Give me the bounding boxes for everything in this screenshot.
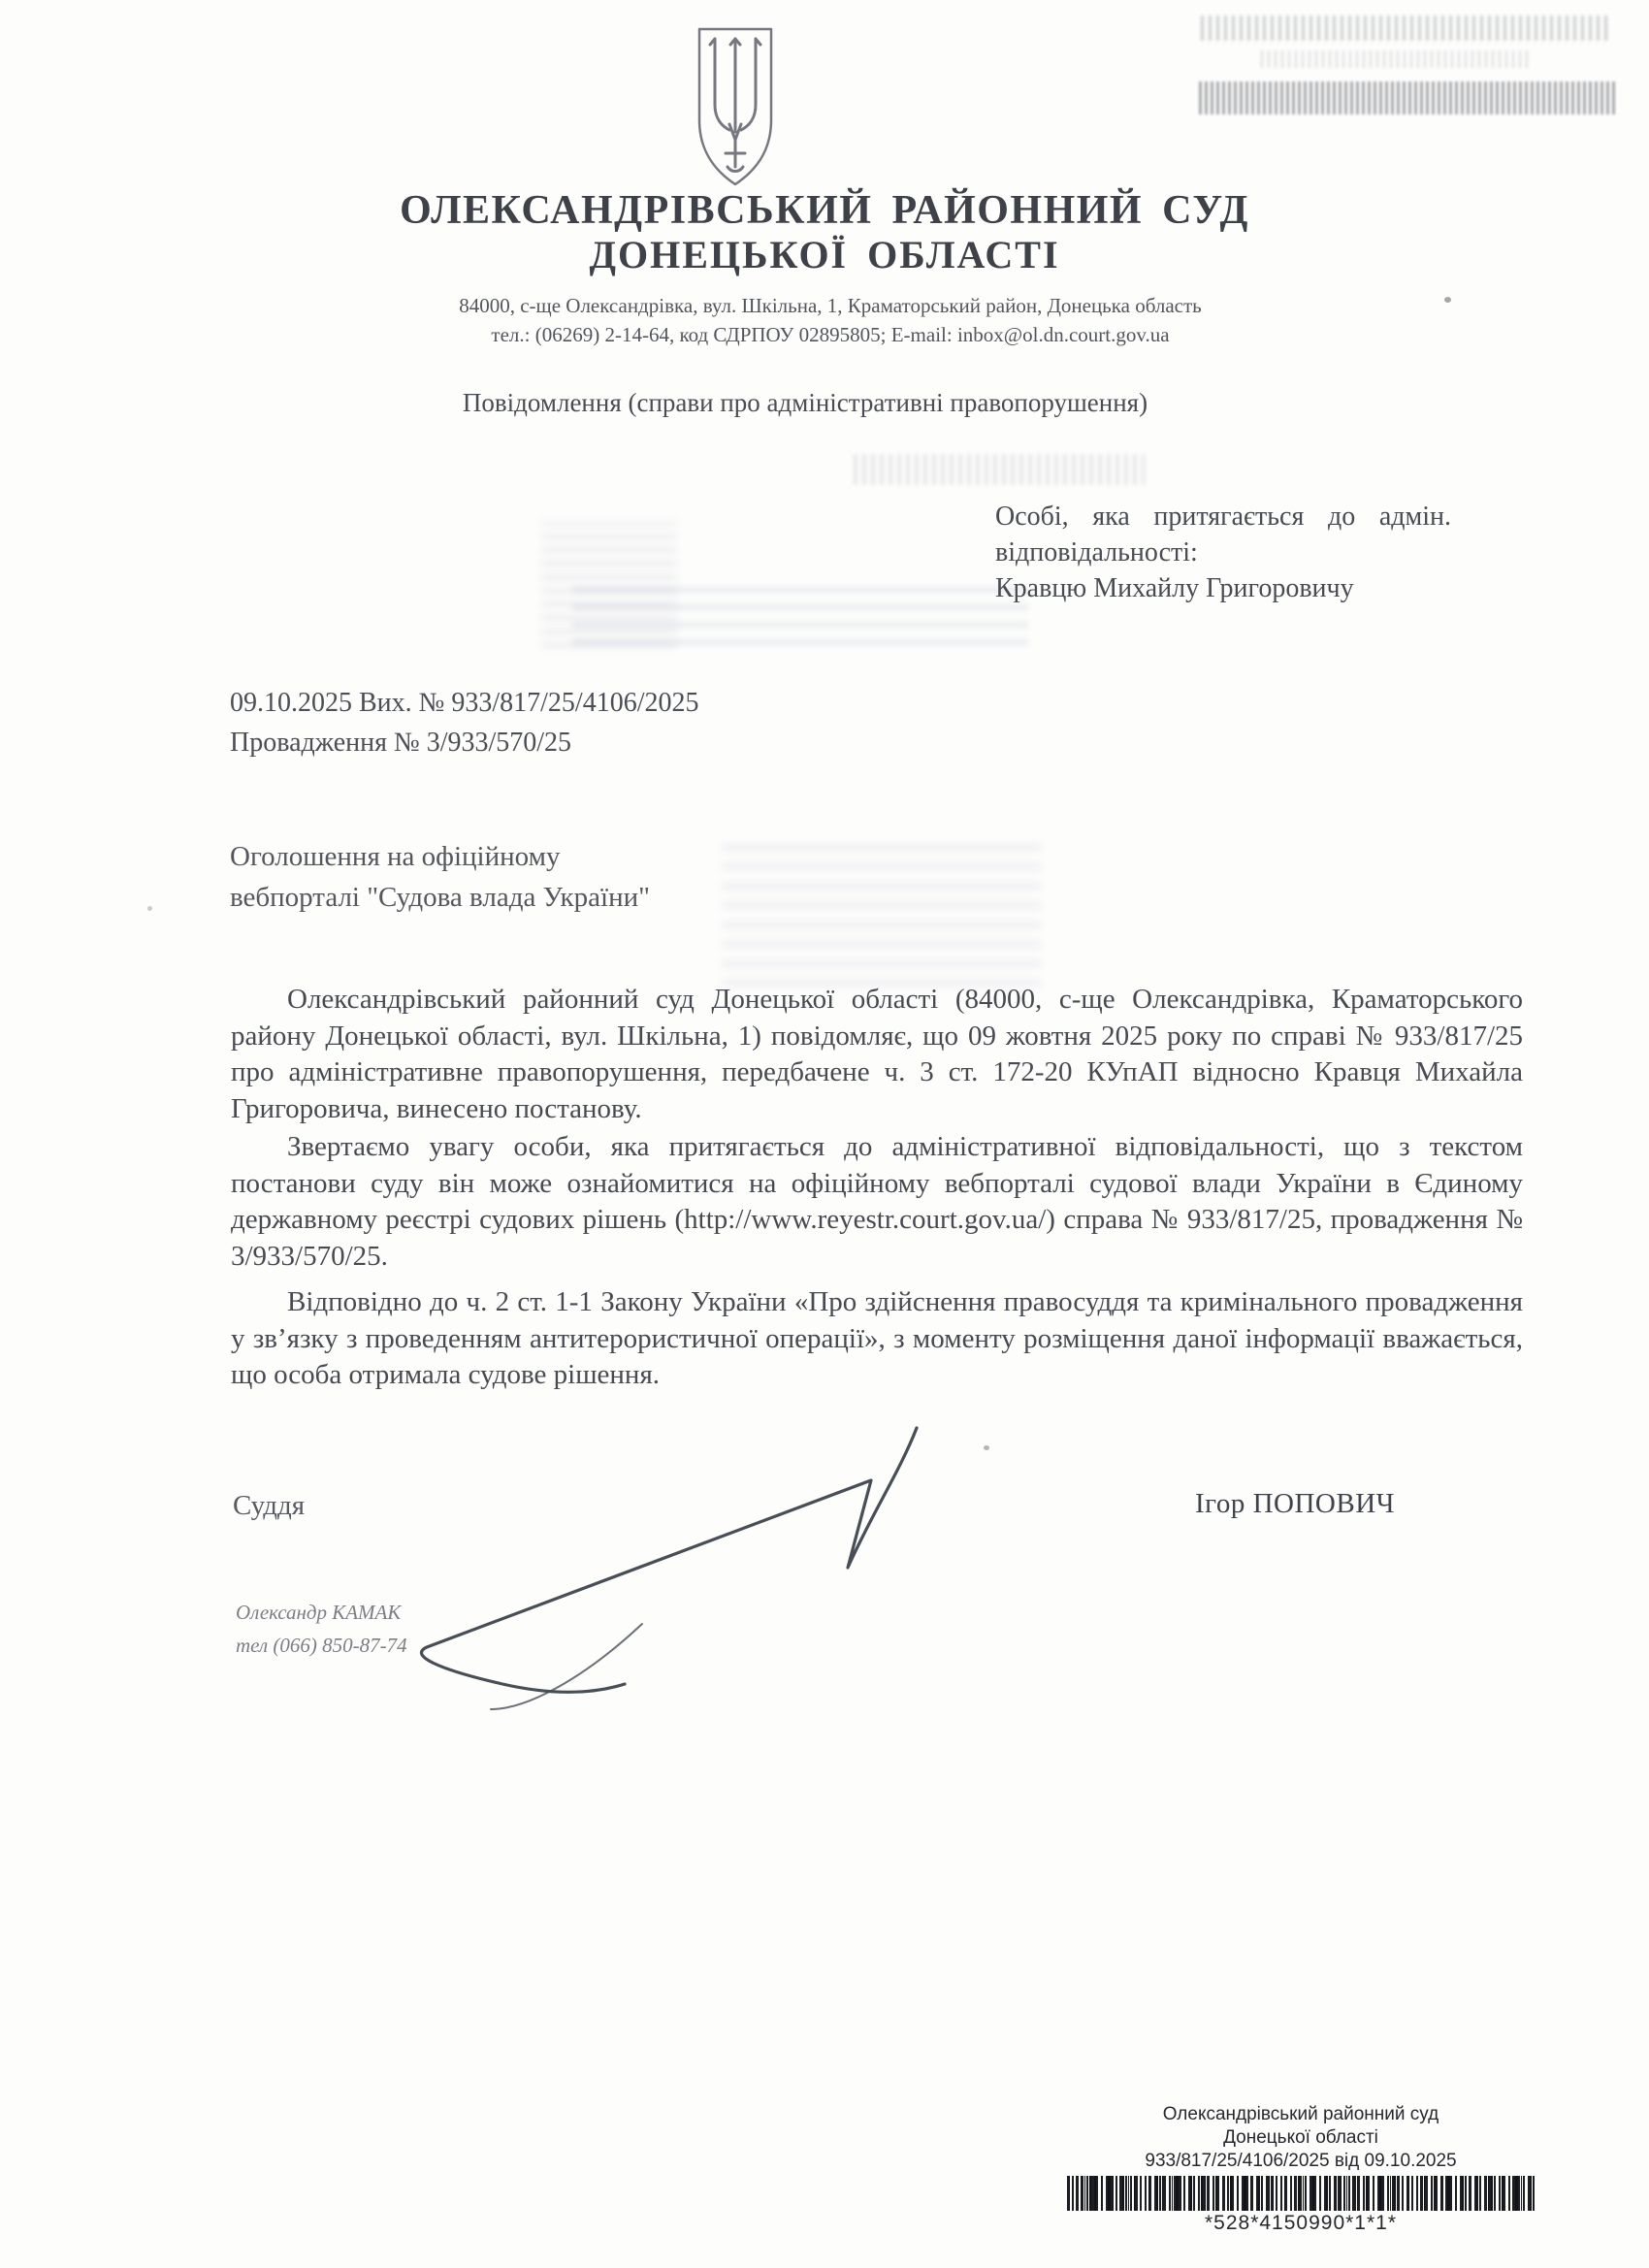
proceeding-number: Провадження № 3/933/570/25 <box>230 728 572 758</box>
body-paragraph-3: Відповідно до ч. 2 ст. 1-1 Закону України «Про здійснення правосуддя та кримінального провадження у зв’язку з проведенням антитерористичної операції», з моменту розміщення даної інформації вважається, що особа отримала судове рішення. <box>231 1286 1523 1390</box>
announcement-line1: Оголошення на офіційному <box>230 841 561 872</box>
announcement-block <box>230 836 650 918</box>
court-name-line1: ОЛЕКСАНДРІВСЬКИЙ РАЙОННИЙ СУД <box>400 188 1249 233</box>
court-address <box>0 291 1649 350</box>
outgoing-number: 09.10.2025 Вих. № 933/817/25/4106/2025 <box>230 688 699 718</box>
signer-role-label: Суддя <box>233 1490 306 1521</box>
addressee-block <box>995 499 1451 606</box>
reference-block <box>230 683 699 762</box>
clerk-name: Олександр КАМАК <box>236 1601 402 1624</box>
scan-smudge <box>854 454 1145 485</box>
scan-smudge <box>541 522 677 648</box>
body-paragraph-1: Олександрівський районний суд Донецької області (84000, с-ще Олександрівка, Краматорського району Донецької області, вул. Шкільна, 1) повідомляє, що 09 жовтня 2025 року по справі № 933/817/25 про адміністративне правопорушення, передбачене ч. 3 ст. 172-20 КУпАП відносно Кравця Михайла Григоровича, винесено постанову. <box>231 984 1523 1124</box>
scan-smudge <box>1199 81 1618 114</box>
addressee-intro: Особі, яка притягається до адмін. відповідальності: <box>995 502 1451 567</box>
court-address-line1: 84000, с-ще Олександрівка, вул. Шкільна, 1, Краматорський район, Донецька область <box>459 294 1202 317</box>
court-name-line2: ДОНЕЦЬКОЇ ОБЛАСТІ <box>589 233 1060 277</box>
scan-smudge <box>1201 16 1608 41</box>
registration-stamp <box>1065 2103 1536 2235</box>
stamp-court-line1: Олександрівський районний суд <box>1162 2104 1439 2124</box>
clerk-note <box>236 1597 407 1662</box>
court-contact-line: тел.: (06269) 2-14-64, код СДРПОУ 02895805; E-mail: inbox@ol.dn.court.gov.ua <box>491 323 1170 347</box>
judge-name: Ігор ПОПОВИЧ <box>1195 1488 1395 1519</box>
scan-smudge <box>722 842 1042 988</box>
clerk-phone: тел (066) 850-87-74 <box>236 1633 407 1657</box>
handwritten-signature-icon <box>388 1387 1009 1727</box>
announcement-line2: вебпорталі "Судова влада України" <box>230 882 650 913</box>
body-text <box>231 982 1523 1394</box>
scan-smudge <box>572 578 1028 646</box>
ukraine-coat-of-arms-icon <box>691 23 780 190</box>
scan-speck <box>147 906 152 911</box>
court-name <box>0 188 1649 277</box>
addressee-name: Кравцю Михайлу Григоровичу <box>995 573 1354 603</box>
document-subject: Повідомлення (справи про адміністративні правопорушення) <box>462 388 1148 417</box>
stamp-doc-number: 933/817/25/4106/2025 від 09.10.2025 <box>1145 2151 1457 2171</box>
barcode-value: *528*4150990*1*1* <box>1204 2212 1397 2234</box>
stamp-court-line2: Донецької області <box>1223 2127 1378 2148</box>
body-paragraph-2: Звертаємо увагу особи, яка притягається до адміністративної відповідальності, що з текстом постанови суду він може ознайомитися на офіційному вебпорталі судової влади України в Єдиному державному реєстрі судових рішень (http://www.reyestr.court.gov.ua/) справа № 933/817/25, провадження № 3/933/570/25. <box>231 1131 1523 1272</box>
barcode-icon <box>1067 2176 1535 2211</box>
scan-smudge <box>1261 50 1528 68</box>
